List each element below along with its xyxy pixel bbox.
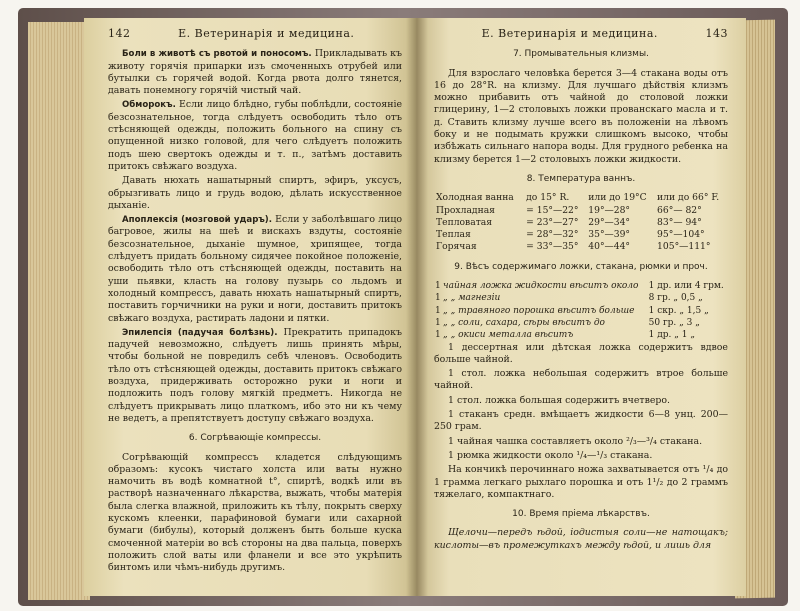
paragraph: Согрѣвающій компрессъ кладется слѣдующимъ образомъ: кусокъ чистаго холста или ваты нужно намочить въ водѣ комнатной t°, спиртѣ, водкѣ или въ растворѣ назначеннаго лѣкарства, выжать, чтобы матерія была слегка влажной, приложить къ тѣлу, покрыть сверху кускомъ клеенки, парафиновой бумаги или сахарной бумаги (бибулы), который долженъ быть больше куска смоченной матеріи во всѣ стороны на два пальца, поверхъ положить слой ваты или фланели и все это укрѣпить бинтомъ или чѣмъ-нибудь другимъ. (108, 451, 402, 574)
paragraph: 1 стаканъ средн. вмѣщаетъ жидкости 6—8 унц. 200—250 грам. (434, 409, 728, 433)
page-number-right: 143 (705, 27, 728, 40)
running-title-left: Е. Ветеринарія и медицина. (178, 27, 355, 40)
section-heading: 10. Время пріема лѣкарствъ. (512, 509, 650, 520)
table-row: 1 „ „ окиси металла вѣситъ 1 др. „ 1 „ (435, 330, 696, 341)
paragraph: 1 стол. ложка большая содержитъ вчетверо. (448, 394, 671, 406)
temperature-table (434, 192, 728, 253)
paragraph: Давать нюхать нашатырный спиртъ, эфиръ, уксусъ, обрызгивать лицо и грудь водою, дѣлать искусственное дыханіе. (108, 175, 402, 211)
measure-table (434, 280, 728, 341)
table-row: Прохладная = 15°—22° 19°—28° 66°— 82° (436, 204, 702, 216)
paragraph: 1 чайная чашка составляетъ около ²/₃—³/₄ стакана. (448, 435, 703, 447)
running-title-right: Е. Ветеринарія и медицина. (481, 27, 658, 40)
table-row: Горячая = 33°—35° 40°—44° 105°—111° (436, 241, 711, 253)
paragraph: Эпилепсія (падучая болѣзнь). Прекратить припадокъ падучей невозможно, слѣдуетъ лишь принять мѣры, чтобы больной не повредилъ себѣ членовъ. Освободить тѣло отъ стѣсняющей одежды, доставить притокъ свѣжаго воздуха, придерживать осторожно руки и ноги и подложить подъ голову мягкій предметъ. Никогда не слѣдуетъ прикрывать лицо платкомъ, ибо это ни къ чему не ведетъ, а препятствуетъ доступу свѣжаго воздуха. (108, 326, 403, 424)
section-heading: 8. Температура ваннъ. (526, 173, 636, 184)
page-edges-left (28, 22, 90, 600)
section-heading: 6. Согрѣвающіе компрессы. (188, 433, 322, 444)
paragraph: 1 дессертная или дѣтская ложка содержитъ вдвое больше чайной. (434, 341, 728, 365)
table-row: 1 „ „ магнезіи 8 гр. „ 0,5 „ (435, 293, 703, 304)
table-row: Теплая = 28°—32° 35°—39° 95°—104° (436, 229, 705, 241)
paragraph: 1 рюмка жидкости около ¹/₄—¹/₃ стакана. (448, 449, 653, 461)
section-heading: 9. Вѣсъ содержимаго ложки, стакана, рюмки и проч. (454, 261, 708, 272)
paragraph: Апоплексія (мозговой ударъ). Если у заболѣвшаго лицо багровое, жилы на шеѣ и вискахъ вздуты, состояніе безсознательное, дыханіе шумное, хрипящее, тогда слѣдуетъ придать больному сидячее покойное положеніе, освободить тѣло отъ стѣсняющей одежды, поставить на уши пьявки, класть на голову пузырь со льдомъ и холодный компрессъ, давать нюхать нашатырный спиртъ, поставить горчичники на руки и ноги, доставить притокъ свѣжаго воздуха, растирать ладони и пятки. (108, 214, 402, 324)
paragraph: Боли в животѣ съ рвотой и поносомъ. Прикладывать къ животу горячія припарки изъ смоченныхъ отрубей или бутылки съ горячей водой. Когда рвота долго тянется, давать понемногу горячій чистый чай. (108, 48, 403, 97)
table-row: Тепловатая = 23°—27° 29°—34° 83°— 94° (436, 216, 702, 228)
right-page (416, 18, 746, 596)
left-page (84, 18, 416, 596)
paragraph: Для взрослаго человѣка берется 3—4 стакана воды отъ 16 до 28°R. на клизму. Для лучшаго дѣйствія клизмъ можно прибавить отъ чайной до столовой ложки глицерину, 1—2 столовыхъ ложки прованскаго масла и т. д. Ставить клизму лучше всего въ положеніи на лѣвомъ боку и не подымать кружки слишкомъ высоко, чтобы избѣжать сильнаго напора воды. Для грудного ребенка на клизму берется 1—2 столовыхъ ложки жидкости. (434, 67, 728, 165)
left-page-header (108, 28, 402, 40)
paragraph: 1 стол. ложка небольшая содержитъ втрое больше чайной. (434, 368, 728, 392)
paragraph: Щелочи—передъ ѣдой, iодистыя соли—не натощакъ; кислоты—въ промежуткахъ между ѣдой, и лишь для (434, 527, 728, 551)
right-page-header (434, 28, 728, 40)
section-heading: 7. Промывательныя клизмы. (513, 49, 649, 60)
paragraph: На кончикѣ перочиннаго ножа захватывается отъ ¹/₄ до 1 грамма легкаго рыхлаго порошка и отъ 1¹/₂ до 2 граммъ тяжелаго, компактнаго. (434, 464, 728, 500)
page-number-left: 142 (108, 27, 131, 40)
table-row: 1 „ „ соли, сахара, сѣры вѣситъ до 50 гр. „ 3 „ (435, 317, 700, 328)
table-row: 1 чайная ложка жидкости вѣситъ около 1 др. или 4 грм. (435, 281, 724, 292)
table-row: Холодная ванна до 15° R. или до 19°C или до 66° F. (436, 192, 720, 204)
paragraph: Обморокъ. Если лицо блѣдно, губы поблѣдли, состояніе безсознательное, тогда слѣдуетъ освободить тѣло отъ стѣсняющей одежды, положить больного на спину съ опущенной низко головой, для чего слѣдуетъ положить подъ шею свертокъ одежды и т. п., затѣмъ доставить притокъ свѣжаго воздуха. (108, 99, 402, 172)
book-gutter (406, 18, 428, 596)
table-row: 1 „ „ травяного порошка вѣситъ больше 1 скр. „ 1,5 „ (435, 305, 709, 316)
